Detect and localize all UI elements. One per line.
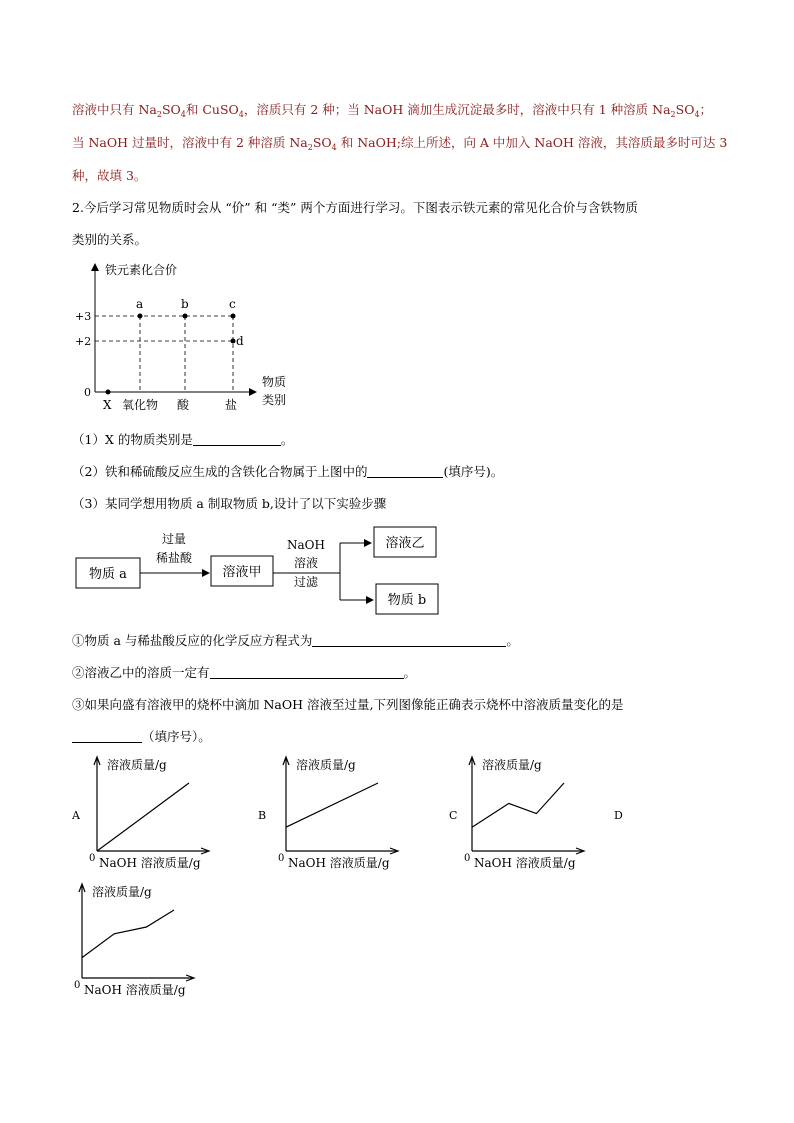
- answer-line-1: 溶液中只有 $Na_2SO_4$和 CuSO$_4$，溶质只有 2 种；当 NaOH 滴加生成沉淀最多时，溶液中只有 1 种溶质 $Na_2SO_4$；: [72, 102, 713, 119]
- box-substance-a-label: 物质 a: [89, 567, 127, 582]
- x-tick-x: X: [103, 398, 112, 412]
- y-axis-label: 溶液质量/g: [107, 758, 167, 772]
- arrow-acid-label-top: 过量: [161, 532, 187, 546]
- box-solution-yi-label: 溶液乙: [385, 536, 425, 551]
- x-axis-label-line-1: 物质: [262, 375, 287, 389]
- series-line: [97, 783, 189, 851]
- box-solution-jia-label: 溶液甲: [222, 565, 262, 580]
- origin-label: 0: [89, 853, 96, 864]
- y-tick-plus-2: +2: [75, 335, 92, 348]
- question-2-part-1: （1）X 的物质类别是 。: [72, 432, 294, 447]
- question-2-stem-line-2: 类别的关系。: [72, 232, 148, 247]
- point-b-label: b: [181, 297, 189, 311]
- point-b: [183, 314, 188, 319]
- y-axis-label: 溶液质量/g: [92, 885, 152, 899]
- series-line: [286, 783, 378, 827]
- question-2-sub-2: ②溶液乙中的溶质一定有 。: [72, 665, 417, 680]
- answer-blank-2[interactable]: [367, 465, 443, 478]
- point-x: [106, 390, 111, 395]
- point-a-label: a: [136, 297, 144, 311]
- option-graph-b: [274, 753, 409, 875]
- answer-line-3: 种，故填 3。: [72, 168, 147, 183]
- option-d-label: D: [614, 809, 623, 822]
- question-2-sub-3-line-2: （填序号）。: [72, 727, 211, 747]
- option-a-label: A: [72, 809, 80, 822]
- series-line: [472, 783, 564, 827]
- y-tick-0: 0: [84, 386, 91, 399]
- origin-label: 0: [74, 980, 81, 991]
- experiment-flowchart: [70, 522, 450, 622]
- question-2-part-3: （3）某同学想用物质 a 制取物质 b,设计了以下实验步骤: [72, 496, 387, 511]
- arrow-naoh-label-1: NaOH: [287, 538, 325, 552]
- arrow-naoh-label-3: 过滤: [293, 575, 319, 589]
- answer-blank-1[interactable]: [193, 433, 281, 446]
- y-axis-label: 铁元素化合价: [105, 263, 178, 277]
- box-substance-b-label: 物质 b: [387, 593, 427, 608]
- answer-line-2: 当 NaOH 过量时，溶液中有 2 种溶质 $Na_2SO_4$ 和 NaOH;综上所述，向 A 中加入 NaOH 溶液，其溶质最多时可达 3: [72, 135, 728, 152]
- answer-blank-5[interactable]: [72, 730, 142, 743]
- question-2-stem-line-1: 2.今后学习常见物质时会从 “价” 和 “类” 两个方面进行学习。下图表示铁元素的常见化合价与含铁物质: [72, 200, 638, 215]
- arrow-acid-label-bottom: 稀盐酸: [155, 551, 193, 565]
- option-graph-c: [460, 753, 595, 875]
- origin-label: 0: [278, 853, 285, 864]
- answer-blank-4[interactable]: [210, 666, 404, 679]
- question-2-sub-1: ①物质 a 与稀盐酸反应的化学反应方程式为 。: [72, 633, 519, 648]
- x-axis-label: NaOH 溶液质量/g: [474, 856, 576, 870]
- question-2-sub-3-line-1: ③如果向盛有溶液甲的烧杯中滴加 NaOH 溶液至过量,下列图像能正确表示烧杯中溶液质量变化的是: [72, 697, 624, 712]
- valence-category-chart: [70, 255, 310, 415]
- point-c-label: c: [229, 297, 236, 311]
- y-axis-label: 溶液质量/g: [482, 758, 542, 772]
- x-tick-salt: 盐: [225, 398, 238, 412]
- y-axis-label: 溶液质量/g: [296, 758, 356, 772]
- option-graph-a: [85, 753, 220, 875]
- x-axis-label: NaOH 溶液质量/g: [288, 856, 390, 870]
- point-a: [138, 314, 143, 319]
- x-tick-acid: 酸: [177, 398, 190, 412]
- option-b-label: B: [258, 809, 267, 822]
- y-tick-plus-3: +3: [75, 310, 92, 323]
- option-c-label: C: [449, 809, 458, 822]
- point-d-label: d: [236, 334, 244, 348]
- arrow-naoh-label-2: 溶液: [293, 556, 319, 570]
- answer-blank-3[interactable]: [312, 634, 506, 647]
- x-axis-label: NaOH 溶液质量/g: [84, 983, 186, 997]
- point-d: [231, 339, 236, 344]
- question-2-part-2: （2）铁和稀硫酸反应生成的含铁化合物属于上图中的 (填序号)。: [72, 464, 504, 479]
- series-line: [82, 910, 174, 958]
- point-c: [231, 314, 236, 319]
- x-axis-label-line-2: 类别: [262, 393, 287, 407]
- origin-label: 0: [464, 853, 471, 864]
- x-axis-label: NaOH 溶液质量/g: [99, 856, 201, 870]
- x-tick-oxide: 氧化物: [122, 398, 159, 412]
- option-graph-d: [70, 880, 205, 1002]
